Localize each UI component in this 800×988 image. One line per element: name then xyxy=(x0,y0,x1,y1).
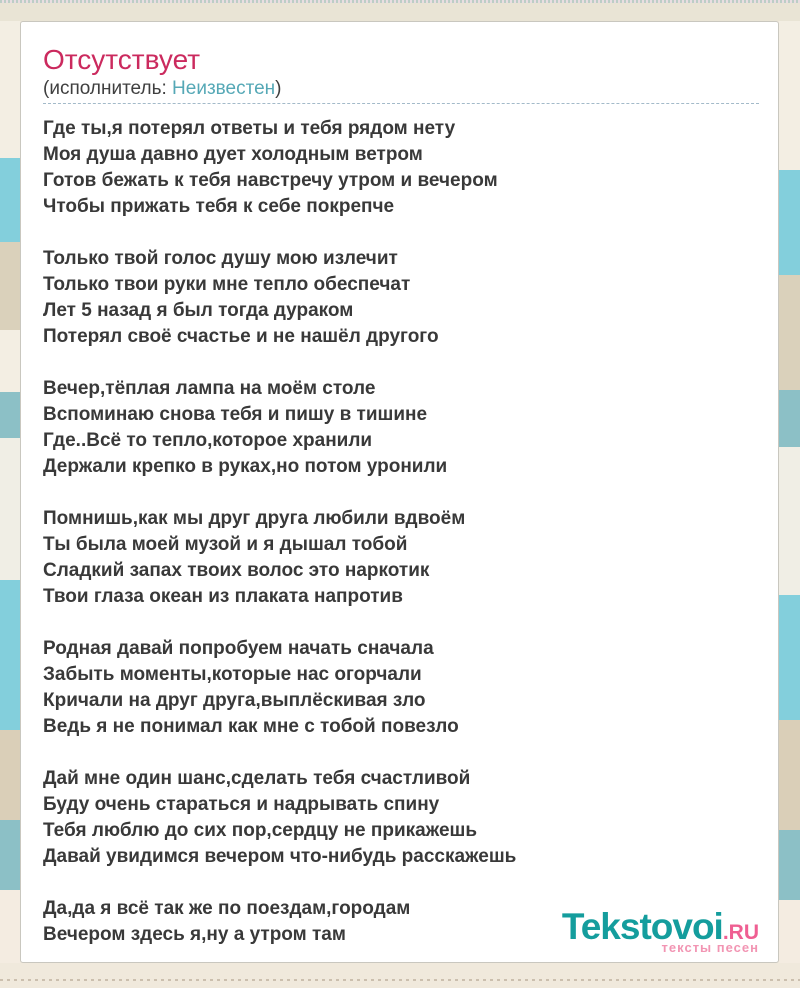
artist-label-prefix: (исполнитель: xyxy=(43,78,173,99)
lyric-line: Где..Всё то тепло,которое хранили xyxy=(43,430,373,451)
bg-top-strip xyxy=(0,0,800,21)
lyric-line: Вечером здесь я,ну а утром там xyxy=(43,924,346,945)
lyric-line: Моя душа давно дует холодным ветром xyxy=(43,144,423,165)
lyric-line: Только твой голос душу мою излечит xyxy=(43,248,398,269)
lyrics-text xyxy=(43,116,759,948)
lyric-line: Где ты,я потерял ответы и тебя рядом нету xyxy=(43,118,456,139)
lyric-line: Лет 5 назад я был тогда дураком xyxy=(43,300,354,321)
verse xyxy=(43,246,759,350)
artist-label-suffix: ) xyxy=(275,78,282,99)
lyric-line: Ты была моей музой и я дышал тобой xyxy=(43,534,408,555)
bg-bottom-dotted-line xyxy=(0,979,800,981)
artist-link[interactable]: Неизвестен xyxy=(172,78,276,99)
lyric-line: Да,да я всё так же по поездам,городам xyxy=(43,898,411,919)
lyric-line: Готов бежать к тебя навстречу утром и вечером xyxy=(43,170,498,191)
bg-stripe-right xyxy=(779,0,800,988)
bg-top-dotted-line xyxy=(0,0,800,3)
lyric-line: Вечер,тёплая лампа на моём столе xyxy=(43,378,376,399)
verse xyxy=(43,766,759,870)
site-logo-tld: .RU xyxy=(722,921,759,944)
bg-bottom-strip xyxy=(0,963,800,988)
lyric-line: Кричали на друг друга,выплёскивая зло xyxy=(43,690,426,711)
lyric-line: Ведь я не понимал как мне с тобой повезло xyxy=(43,716,459,737)
lyrics-card xyxy=(20,21,779,963)
lyric-line: Забыть моменты,которые нас огорчали xyxy=(43,664,422,685)
lyric-line: Чтобы прижать тебя к себе покрепче xyxy=(43,196,395,217)
lyric-line: Родная давай попробуем начать сначала xyxy=(43,638,434,659)
verse xyxy=(43,376,759,480)
lyric-line: Вспоминаю снова тебя и пишу в тишине xyxy=(43,404,428,425)
lyric-line: Буду очень стараться и надрывать спину xyxy=(43,794,440,815)
lyric-line: Потерял своё счастье и не нашёл другого xyxy=(43,326,439,347)
artist-line xyxy=(43,78,759,104)
lyric-line: Давай увидимся вечером что-нибудь расскажешь xyxy=(43,846,517,867)
bg-stripe-left xyxy=(0,0,20,988)
lyric-line: Держали крепко в руках,но потом уронили xyxy=(43,456,448,477)
lyric-line: Помнишь,как мы друг друга любили вдвоём xyxy=(43,508,466,529)
lyric-line: Тебя люблю до сих пор,сердцу не прикажешь xyxy=(43,820,478,841)
verse xyxy=(43,116,759,220)
site-logo-brand: Tekstovoi xyxy=(561,906,723,947)
page-title: Отсутствует xyxy=(43,44,201,75)
verse xyxy=(43,636,759,740)
verse xyxy=(43,506,759,610)
lyric-line: Сладкий запах твоих волос это наркотик xyxy=(43,560,430,581)
lyric-line: Дай мне один шанс,сделать тебя счастливой xyxy=(43,768,471,789)
lyric-line: Только твои руки мне тепло обеспечат xyxy=(43,274,411,295)
lyric-line: Твои глаза океан из плаката напротив xyxy=(43,586,403,607)
site-logo[interactable] xyxy=(562,908,759,954)
site-logo-tagline: тексты песен xyxy=(661,940,759,955)
